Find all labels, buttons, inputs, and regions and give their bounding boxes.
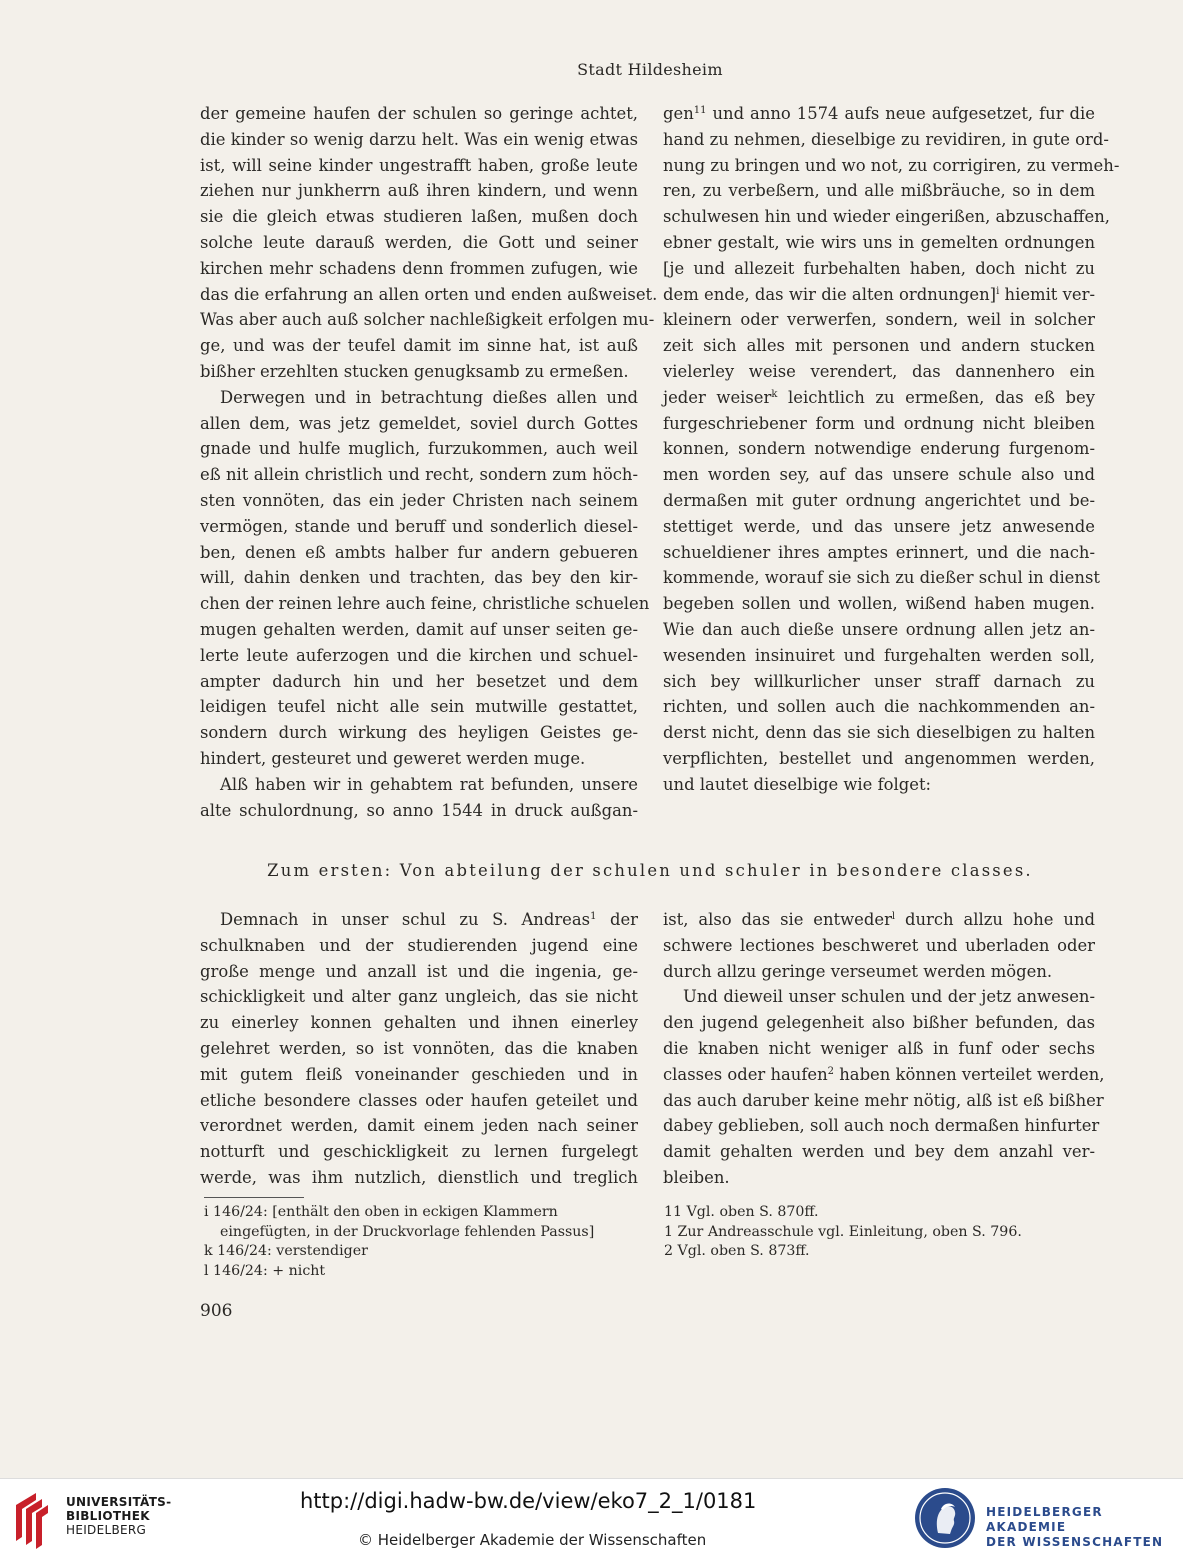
footnote: 1 Zur Andreasschule vgl. Einleitung, oben S. 796. bbox=[664, 1223, 1022, 1240]
text-line: kleinern oder verwerfen, sondern, weil in solcher bbox=[663, 310, 1095, 330]
text-line: kirchen mehr schadens denn frommen zufugen, wie bbox=[200, 258, 638, 278]
text-line: Was aber auch auß solcher nachleßigkeit erfolgen mu- bbox=[200, 310, 655, 330]
text-line: schickligkeit und alter ganz ungleich, das sie nicht bbox=[200, 987, 638, 1007]
text-line: damit gehalten werden und bey dem anzahl ver- bbox=[663, 1142, 1095, 1162]
text-line: dermaßen mit guter ordnung angerichtet und be- bbox=[663, 490, 1095, 510]
text-line: furgeschriebener form und ordnung nicht bleiben bbox=[663, 413, 1095, 433]
text-line: classes oder haufen$^2$ haben können verteilet werden, bbox=[663, 1064, 1105, 1084]
text-line: ist, also das sie entweder$^l$ durch allzu hohe und bbox=[663, 910, 1095, 929]
section-heading: Zum ersten: Von abteilung der schulen und schuler in besondere classes. bbox=[267, 861, 1033, 880]
running-head: Stadt Hildesheim bbox=[577, 60, 723, 79]
academy-seal-icon bbox=[914, 1487, 976, 1549]
text-line: derst nicht, denn das sie sich dieselbigen zu halten bbox=[663, 723, 1095, 743]
text-line: wesenden insinuiret und furgehalten werden soll, bbox=[663, 645, 1095, 665]
footnote: 11 Vgl. oben S. 870ff. bbox=[664, 1204, 819, 1220]
copyright-notice: © Heidelberger Akademie der Wissenschaften bbox=[358, 1531, 707, 1549]
text-line: ren, zu verbeßern, und alle mißbräuche, so in dem bbox=[663, 181, 1095, 201]
footnote: 2 Vgl. oben S. 873ff. bbox=[664, 1243, 810, 1259]
text-line: sondern durch wirkung des heyligen Geistes ge- bbox=[200, 723, 638, 743]
text-line: bißher erzehlten stucken genugksamb zu ermeßen. bbox=[200, 361, 629, 381]
footnote-ref: 2 bbox=[827, 1065, 835, 1077]
footnote-ref: k bbox=[771, 388, 778, 400]
text-line: ebner gestalt, wie wirs uns in gemelten ordnungen bbox=[663, 232, 1095, 252]
column-2 bbox=[663, 101, 1120, 798]
text-line: richten, und sollen auch die nachkommenden an- bbox=[663, 697, 1095, 717]
text-line: Alß haben wir in gehabtem rat befunden, unsere bbox=[220, 774, 638, 794]
text-line: Demnach in unser schul zu S. Andreas$^1$ der bbox=[220, 910, 638, 929]
permalink-url[interactable]: http://digi.hadw-bw.de/view/eko7_2_1/0181 bbox=[300, 1489, 757, 1513]
text-line: schwere lectiones beschweret und uberladen oder bbox=[663, 935, 1095, 955]
footnote-ref: l bbox=[891, 911, 896, 922]
text-line: zu einerley konnen gehalten und ihnen einerley bbox=[200, 1013, 638, 1033]
text-line: Derwegen und in betrachtung dießes allen und bbox=[220, 387, 638, 407]
text-line: begeben sollen und wollen, wißend haben mugen. bbox=[663, 594, 1095, 614]
text-line: notturft und geschickligkeit zu lernen furgelegt bbox=[200, 1142, 638, 1162]
text-line: vielerley weise verendert, das dannenhero ein bbox=[663, 361, 1095, 381]
footnote: l 146/24: + nicht bbox=[204, 1262, 326, 1279]
text-line: eß nit allein christlich und recht, sondern zum höch- bbox=[200, 465, 638, 485]
text-line: große menge und anzall ist und die ingenia, ge- bbox=[200, 961, 638, 981]
column-1 bbox=[200, 101, 658, 823]
footnote-ref: 11 bbox=[693, 105, 707, 116]
text-line: gnade und hulfe muglich, furzukommen, auch weil bbox=[200, 439, 638, 459]
text-line: leidigen teufel nicht alle sein mutwille gestattet, bbox=[200, 697, 638, 717]
academy-name: HEIDELBERGER AKADEMIE DER WISSENSCHAFTEN bbox=[986, 1505, 1164, 1549]
text-line: schulwesen hin und wieder eingerißen, abzuschaffen, bbox=[663, 207, 1111, 227]
university-library-logo bbox=[12, 1491, 58, 1549]
text-line: sten vonnöten, das ein jeder Christen nach seinem bbox=[200, 490, 638, 510]
page-number: 906 bbox=[200, 1301, 233, 1321]
text-line: nung zu bringen und wo not, zu corrigiren, zu vermeh- bbox=[663, 155, 1120, 175]
text-line: ben, denen eß ambts halber fur andern gebueren bbox=[200, 542, 638, 562]
text-line: Und dieweil unser schulen und der jetz anwesen- bbox=[683, 987, 1095, 1007]
text-line: [je und allezeit furbehalten haben, doch nicht zu bbox=[663, 258, 1095, 278]
text-line: werde, was ihm nutzlich, dienstlich und treglich bbox=[200, 1167, 638, 1187]
text-line: das die erfahrung an allen orten und enden außweiset. bbox=[200, 284, 658, 304]
text-line: ge, und was der teufel damit im sinne hat, ist auß bbox=[200, 336, 638, 356]
text-line: schueldiener ihres amptes erinnert, und die nach- bbox=[663, 542, 1095, 562]
text-line: das auch daruber keine mehr nötig, alß ist eß bißher bbox=[663, 1090, 1104, 1110]
text-line: stettiget werde, und das unsere jetz anwesende bbox=[663, 516, 1095, 536]
text-line: hindert, gesteuret und geweret werden muge. bbox=[200, 748, 586, 768]
footnote: k 146/24: verstendiger bbox=[204, 1243, 368, 1259]
text-line: ziehen nur junkherrn auß ihren kindern, und wenn bbox=[200, 181, 638, 201]
footnote: i 146/24: [enthält den oben in eckigen Klammern bbox=[204, 1204, 558, 1220]
text-line: konnen, sondern notwendige enderung furgenom- bbox=[663, 439, 1095, 459]
text-line: sie die gleich etwas studieren laßen, mußen doch bbox=[200, 207, 638, 227]
text-line: will, dahin denken und trachten, das bey den kir- bbox=[200, 568, 638, 588]
text-line: mugen gehalten werden, damit auf unser seiten ge- bbox=[200, 619, 638, 639]
text-line: ist, will seine kinder ungestrafft haben, große leute bbox=[200, 155, 638, 175]
text-line: allen dem, was jetz gemeldet, soviel durch Gottes bbox=[200, 413, 638, 433]
text-line: vermögen, stande und beruff und sonderlich diesel- bbox=[200, 516, 638, 536]
text-line: und lautet dieselbige wie folget: bbox=[663, 774, 932, 794]
library-name: UNIVERSITÄTS- BIBLIOTHEK HEIDELBERG bbox=[66, 1495, 172, 1537]
footnote-ref: 1 bbox=[590, 911, 597, 922]
text-line: verpflichten, bestellet und angenommen werden, bbox=[663, 748, 1095, 768]
text-line: schulknaben und der studierenden jugend eine bbox=[200, 935, 638, 955]
text-line: alte schulordnung, so anno 1544 in druck außgan- bbox=[200, 800, 638, 820]
text-line: dabey geblieben, soll auch noch dermaßen hinfurter bbox=[663, 1116, 1100, 1136]
text-line: chen der reinen lehre auch feine, christliche schuelen bbox=[200, 594, 650, 614]
text-line: jeder weiser$^k$ leichtlich zu ermeßen, das eß bey bbox=[663, 387, 1095, 407]
text-line: verordnet werden, damit einem jeden nach seiner bbox=[200, 1116, 638, 1136]
footnote-continuation: eingefügten, in der Druckvorlage fehlenden Passus] bbox=[220, 1223, 595, 1240]
text-line: gen$^{11}$ und anno 1574 aufs neue aufgesetzet, fur die bbox=[663, 104, 1095, 123]
text-line: dem ende, das wir die alten ordnungen]$^i$ hiemit ver- bbox=[663, 284, 1095, 304]
footnote-divider bbox=[204, 1197, 304, 1198]
text-line: gelehret werden, so ist vonnöten, das die knaben bbox=[200, 1038, 638, 1058]
footnote-ref: i bbox=[996, 285, 1000, 297]
footnotes-left bbox=[204, 1203, 644, 1281]
text-line: mit gutem fleiß voneinander geschieden und in bbox=[200, 1064, 638, 1084]
viewer-footer bbox=[0, 1478, 1183, 1563]
text-line: den jugend gelegenheit also bißher befunden, das bbox=[663, 1013, 1095, 1033]
column-3 bbox=[200, 907, 638, 1191]
text-line: ampter dadurch hin und her besetzet und dem bbox=[200, 671, 638, 691]
text-line: men worden sey, auf das unsere schule also und bbox=[663, 465, 1095, 485]
footnotes-right bbox=[664, 1203, 1104, 1262]
text-line: sich bey willkurlicher unser straff darnach zu bbox=[663, 671, 1095, 691]
text-line: die kinder so wenig darzu helt. Was ein wenig etwas bbox=[200, 129, 638, 149]
text-line: bleiben. bbox=[663, 1167, 730, 1187]
text-line: der gemeine haufen der schulen so geringe achtet, bbox=[200, 104, 638, 123]
column-4 bbox=[663, 907, 1105, 1191]
text-line: die knaben nicht weniger alß in funf oder sechs bbox=[663, 1038, 1095, 1058]
text-line: zeit sich alles mit personen und andern stucken bbox=[663, 336, 1095, 356]
text-line: Wie dan auch dieße unsere ordnung allen jetz an- bbox=[663, 619, 1095, 639]
text-line: solche leute darauß werden, die Gott und seiner bbox=[200, 232, 638, 252]
text-line: hand zu nehmen, dieselbige zu revidiren, in gute ord- bbox=[663, 129, 1109, 149]
text-line: lerte leute auferzogen und die kirchen und schuel- bbox=[200, 645, 638, 665]
text-line: etliche besondere classes oder haufen geteilet und bbox=[200, 1090, 638, 1110]
text-line: durch allzu geringe verseumet werden mögen. bbox=[663, 961, 1053, 981]
text-line: kommende, worauf sie sich zu dießer schul in dienst bbox=[663, 568, 1100, 588]
